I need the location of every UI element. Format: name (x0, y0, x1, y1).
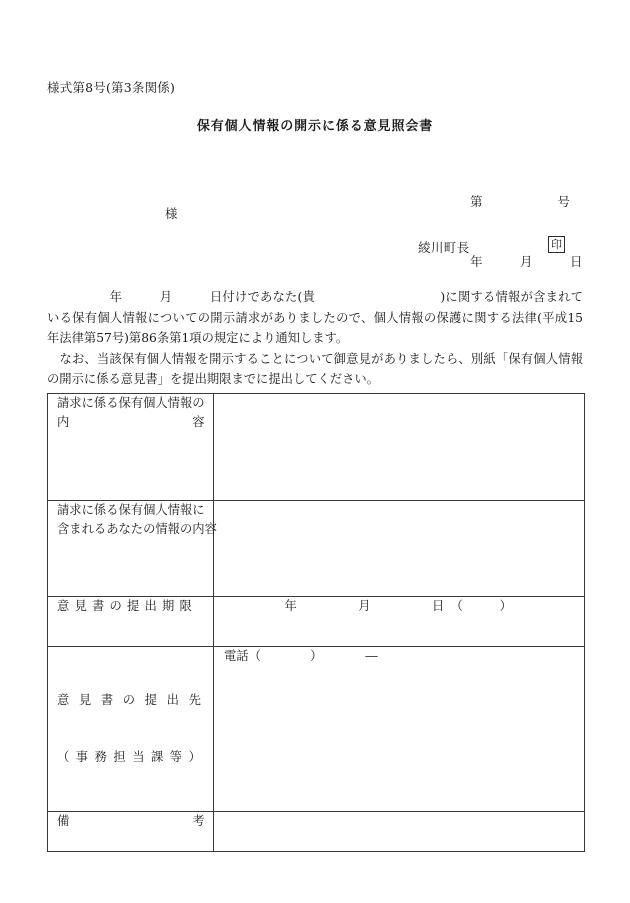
row-label-cell (48, 394, 214, 501)
row-label-line1: 意見書の提出先 (57, 693, 204, 707)
form-number: 様式第8号(第3条関係) (47, 80, 176, 95)
row-label-cell (48, 812, 214, 852)
row-label-line2: 含まれるあなたの情報の内容 (57, 522, 217, 536)
row-value-cell[interactable] (214, 501, 585, 597)
row-value-text (214, 812, 584, 828)
row-label-line1: 備 考 (57, 814, 205, 828)
document-title: 保有個人情報の開示に係る意見照会書 (196, 119, 434, 134)
form-table (47, 393, 585, 852)
row-value-text: 年 月 日 （ ） (223, 599, 512, 613)
row-value-cell[interactable] (214, 394, 585, 501)
row-label-line1: 請求に係る保有個人情報の (57, 396, 205, 410)
table-row (48, 812, 585, 852)
body-text (47, 287, 583, 390)
body-paragraph-1: 年 月 日付けであなた(貴 )に関する情報が含まれている保有個人情報についての開示請求がありましたので、個人情報の保護に関する法律(平成15年法律第57号)第86条第1項の規定により通知します。 (47, 290, 583, 345)
table-row (48, 501, 585, 597)
issue-date-line: 年 月 日 (470, 254, 583, 269)
row-label-line2: （事務担当課等） (57, 750, 204, 764)
row-value-cell[interactable] (214, 647, 585, 812)
table-row (48, 394, 585, 501)
row-label-cell (48, 597, 214, 647)
row-label-line1: 意見書の提出期限 (57, 599, 197, 613)
reference-number-line: 第 号 (470, 194, 571, 209)
row-value-text: 電話（ ） ― (224, 649, 378, 663)
row-value-text (214, 501, 584, 517)
body-paragraph-2: なお、当該保有個人情報を開示することについて御意見がありましたら、別紙「保有個人情報の開示に係る意見書」を提出期限までに提出してください。 (47, 351, 583, 386)
issuer-name: 綾川町長 (418, 240, 470, 255)
row-label-line2: 内 容 (57, 415, 205, 429)
row-value-cell[interactable] (214, 597, 585, 647)
row-label-line1: 請求に係る保有個人情報に (57, 503, 205, 517)
table-row (48, 597, 585, 647)
seal-stamp-box: 印 (548, 236, 565, 253)
table-row (48, 647, 585, 812)
row-label-cell (48, 501, 217, 597)
addressee-line: 様 (165, 206, 178, 221)
row-value-text (214, 394, 584, 410)
row-label-cell (48, 647, 214, 812)
row-value-cell[interactable] (214, 812, 585, 852)
